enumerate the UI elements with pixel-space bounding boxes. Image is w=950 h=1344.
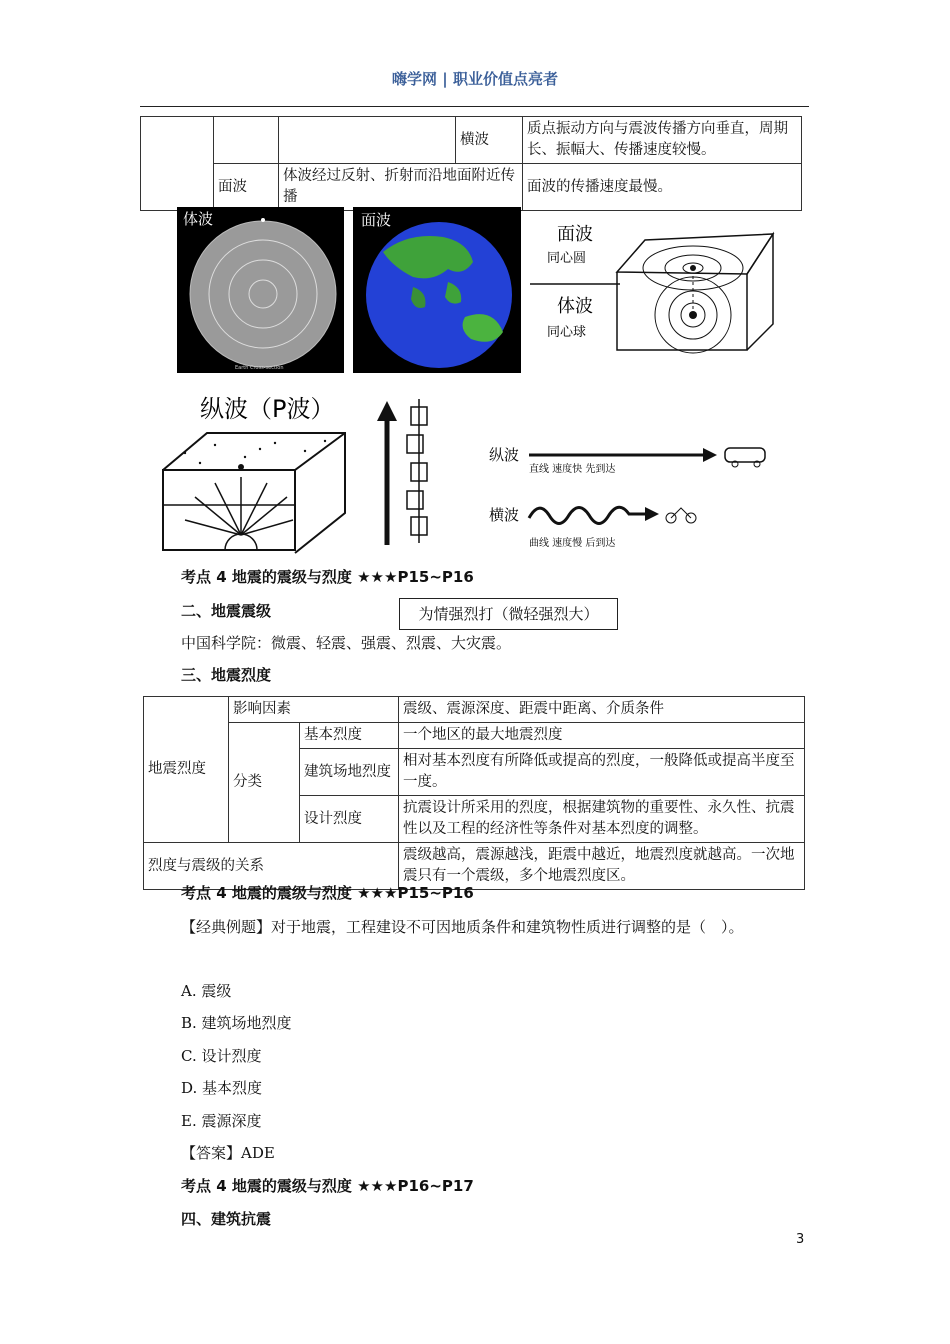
surface-wave-figure	[353, 207, 521, 373]
answer: 【答案】ADE	[181, 1144, 275, 1162]
subheading-intensity: 三、地震烈度	[181, 666, 272, 684]
intensity-main-label: 地震烈度	[144, 697, 229, 843]
surface-circle-sub: 同心圆	[547, 251, 587, 266]
example-question: 【经典例题】对于地震，工程建设不可因地质条件和建筑物性质进行调整的是（ ）。	[181, 918, 744, 936]
relation-value: 震级越高，震源越浅，距震中越近，地震烈度就越高。一次地震只有一个震级，多个地震烈度区。	[399, 843, 805, 890]
intensity-type-desc: 相对基本烈度有所降低或提高的烈度，一般降低或提高半度至一度。	[399, 749, 805, 796]
relation-label: 烈度与震级的关系	[144, 843, 399, 890]
option-item: C. 设计烈度	[181, 1047, 262, 1065]
wave-types-table	[140, 116, 802, 211]
mnemonic-box: 为情强烈打（微轻强烈大）	[399, 598, 618, 630]
option-item: D. 基本烈度	[181, 1079, 263, 1097]
intensity-type-desc: 一个地区的最大地震烈度	[399, 723, 805, 749]
factor-value: 震级、震源深度、距震中距离、介质条件	[399, 697, 805, 723]
option-item: A. 震级	[181, 982, 232, 1000]
surface-circle-label: 面波	[557, 224, 593, 245]
wave-name-transverse: 横波	[456, 117, 523, 164]
category-label: 分类	[229, 723, 300, 843]
concentric-waves-figure	[525, 212, 785, 370]
page-header-title: 嗨学网 | 职业价值点亮者	[392, 70, 558, 88]
table-cell-empty	[279, 117, 456, 164]
surface-wave-label: 面波	[361, 211, 392, 229]
example-heading: 考点 4 地震的震级与烈度 ★★★P15~P16	[181, 884, 474, 902]
earth-caption: Earth Cross-section	[235, 365, 284, 371]
wave-mid-surface: 体波经过反射、折射而沿地面附近传播	[279, 164, 523, 211]
body-sphere-label: 体波	[557, 296, 593, 317]
subheading-magnitude: 二、地震震级	[181, 602, 272, 620]
intensity-type-desc: 抗震设计所采用的烈度，根据建筑物的重要性、永久性、抗震性以及工程的经济性等条件对基本烈度的调整。	[399, 796, 805, 843]
transverse-label: 横波	[489, 506, 520, 524]
option-item: B. 建筑场地烈度	[181, 1014, 292, 1032]
section-heading-2: 考点 4 地震的震级与烈度 ★★★P16~P17	[181, 1177, 474, 1195]
option-item: E. 震源深度	[181, 1112, 262, 1130]
subheading-seismic: 四、建筑抗震	[181, 1210, 272, 1228]
header-divider	[140, 106, 809, 107]
intensity-type-name: 建筑场地烈度	[300, 749, 399, 796]
wave-desc-transverse: 质点振动方向与震波传播方向垂直，周期长、振幅大、传播速度较慢。	[523, 117, 802, 164]
transverse-note: 曲线 速度慢 后到达	[529, 538, 616, 549]
wave-desc-surface: 面波的传播速度最慢。	[523, 164, 802, 211]
body-wave-label: 体波	[183, 210, 214, 228]
table-cell-empty	[214, 117, 279, 164]
body-wave-figure	[177, 207, 344, 373]
factor-label: 影响因素	[229, 697, 399, 723]
p-wave-title: 纵波（P波）	[200, 395, 335, 423]
table-cell-empty	[141, 117, 214, 211]
wave-name-surface: 面波	[214, 164, 279, 211]
section-heading-1: 考点 4 地震的震级与烈度 ★★★P15~P16	[181, 568, 474, 586]
intensity-table	[143, 696, 805, 890]
longitudinal-label: 纵波	[489, 446, 520, 464]
intensity-type-name: 设计烈度	[300, 796, 399, 843]
cas-classification: 中国科学院：微震、轻震、强震、烈震、大灾震。	[181, 634, 512, 652]
page-number: 3	[796, 1232, 805, 1247]
longitudinal-note: 直线 速度快 先到达	[529, 464, 616, 475]
p-wave-figure	[155, 385, 455, 555]
body-sphere-sub: 同心球	[547, 325, 587, 340]
intensity-type-name: 基本烈度	[300, 723, 399, 749]
wave-comparison-figure	[485, 440, 785, 550]
